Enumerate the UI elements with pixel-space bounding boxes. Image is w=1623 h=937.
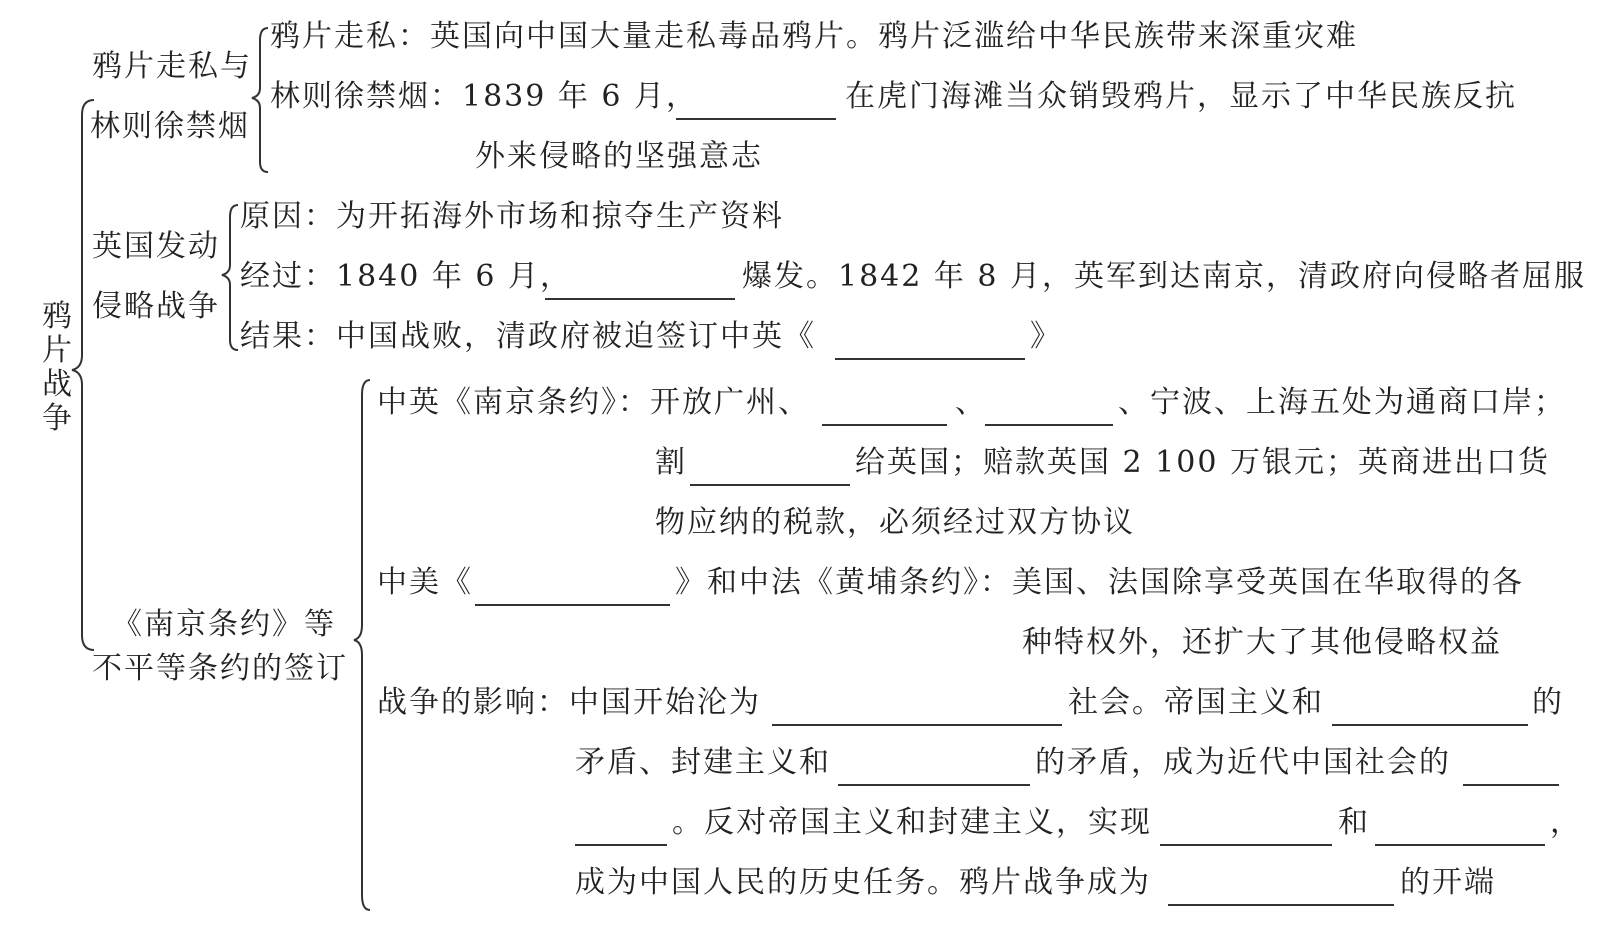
blank-11b — [575, 808, 667, 846]
effect-row1-c: 的 — [1532, 685, 1564, 720]
nanjing-row-a: 中英《南京条约》：开放广州、 — [377, 385, 810, 420]
sec2-heading-line2: 侵略战争 — [92, 289, 220, 324]
effect-row4-a: 成为中国人民的历史任务。鸦片战争成为 — [575, 865, 1151, 900]
effect-row3-a: 。反对帝国主义和封建主义，实现 — [672, 805, 1152, 840]
root-brace — [72, 100, 94, 650]
effect-row4-b: 的开端 — [1400, 865, 1496, 900]
blank-4 — [822, 388, 947, 426]
sec1-heading-line2: 林则徐禁烟 — [90, 109, 250, 144]
blank-14 — [1168, 868, 1394, 906]
wangxia-row2: 种特权外，还扩大了其他侵略权益 — [1022, 625, 1502, 660]
sec1-row-ban-b: 在虎门海滩当众销毁鸦片，显示了中华民族反抗 — [845, 79, 1517, 114]
root-char-2: 片 — [42, 333, 72, 368]
sec2-brace — [222, 205, 238, 350]
blank-2 — [545, 262, 735, 300]
blank-1 — [676, 82, 836, 120]
sec2-row-result-b: 》 — [1030, 319, 1062, 354]
sec1-brace — [252, 28, 268, 172]
blank-7 — [475, 568, 670, 606]
effect-row3-b: 和 — [1338, 805, 1370, 840]
sec2-row-process-b: 爆发。1842 年 8 月，英军到达南京，清政府向侵略者屈服 — [742, 259, 1587, 294]
sec3-heading-line2: 不平等条约的签订 — [92, 651, 348, 686]
effect-row2-a: 矛盾、封建主义和 — [575, 745, 831, 780]
sec1-row-ban-a: 林则徐禁烟：1839 年 6 月， — [270, 79, 699, 114]
sec3-heading-line1: 《南京条约》等 — [112, 607, 336, 642]
blank-9 — [1332, 688, 1528, 726]
blank-8 — [772, 688, 1062, 726]
wangxia-row-a: 中美《 — [377, 565, 473, 600]
blank-11a — [1463, 748, 1559, 786]
sec3-brace — [354, 380, 370, 910]
sec1-heading-line1: 鸦片走私与 — [92, 49, 252, 84]
root-char-1: 鸦 — [42, 299, 72, 334]
nanjing-row3: 物应纳的税款，必须经过双方协议 — [655, 505, 1135, 540]
blank-13 — [1375, 808, 1545, 846]
effect-row2-b: 的矛盾，成为近代中国社会的 — [1035, 745, 1451, 780]
sec2-row-result-a: 结果：中国战败，清政府被迫签订中英《 — [240, 319, 816, 354]
sec1-row-ban-c: 外来侵略的坚强意志 — [475, 139, 763, 174]
sec2-heading-line1: 英国发动 — [92, 229, 220, 264]
root-char-3: 战 — [42, 367, 72, 402]
sec2-row-process-a: 经过：1840 年 6 月， — [240, 259, 573, 294]
blank-3 — [835, 322, 1025, 360]
nanjing-row-c: 、宁波、上海五处为通商口岸； — [1118, 385, 1566, 420]
nanjing-row2-a: 割 — [655, 445, 687, 480]
nanjing-sep: 、 — [955, 385, 987, 420]
effect-row1-a: 战争的影响：中国开始沦为 — [377, 685, 761, 720]
root-char-4: 争 — [42, 401, 72, 436]
root-title — [40, 300, 74, 436]
sec2-row-cause: 原因：为开拓海外市场和掠夺生产资料 — [240, 199, 784, 234]
blank-6 — [690, 448, 850, 486]
sec1-row-smuggling: 鸦片走私：英国向中国大量走私毒品鸦片。鸦片泛滥给中华民族带来深重灾难 — [270, 19, 1358, 54]
blank-12 — [1160, 808, 1332, 846]
blank-5 — [985, 388, 1113, 426]
wangxia-row-b: 》和中法《黄埔条约》：美国、法国除享受英国在华取得的各 — [675, 565, 1524, 600]
effect-row1-b: 社会。帝国主义和 — [1068, 685, 1324, 720]
nanjing-row2-b: 给英国；赔款英国 2 100 万银元；英商进出口货 — [855, 445, 1550, 480]
blank-10 — [838, 748, 1030, 786]
effect-row3-c: ， — [1550, 805, 1582, 840]
